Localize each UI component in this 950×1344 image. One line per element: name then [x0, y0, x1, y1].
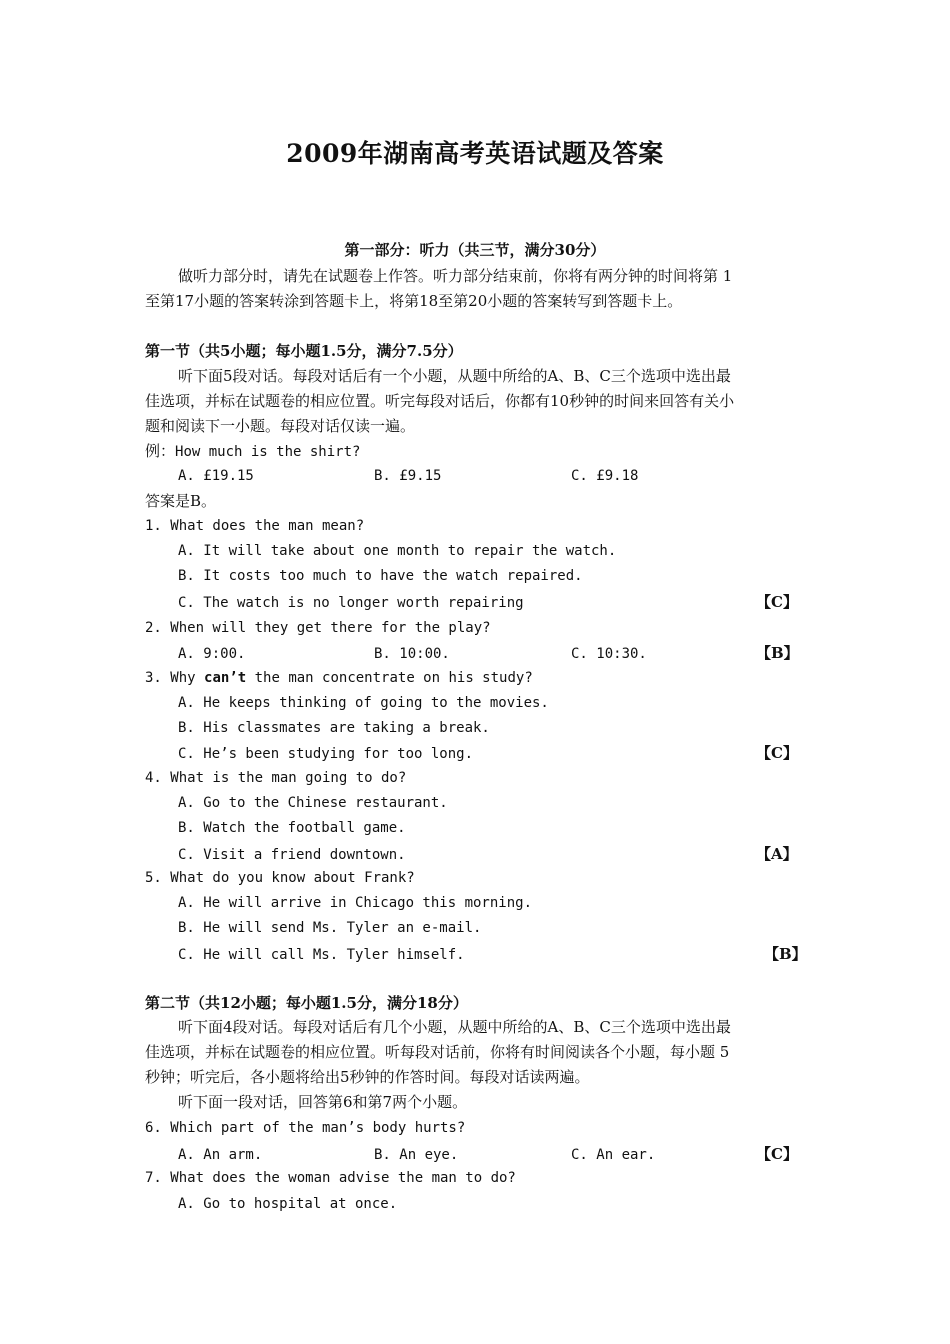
document-title: 2009年湖南高考英语试题及答案	[286, 139, 664, 168]
question-4: 4. What is the man going to do?	[145, 770, 407, 786]
question-7-option-a: A. Go to hospital at once.	[178, 1196, 398, 1212]
example-option-c: C. £9.18	[571, 468, 639, 484]
section2-line3: 秒钟；听完后，各小题将给出5秒钟的作答时间。每段对话读两遍。	[145, 1068, 590, 1086]
question-2-answer: 【B】	[756, 644, 799, 662]
question-1-option-c: C. The watch is no longer worth repairing	[178, 595, 524, 611]
question-4-option-b: B. Watch the football game.	[178, 820, 406, 836]
question-3-answer: 【C】	[756, 744, 798, 762]
example-option-a: A. £19.15	[178, 468, 254, 484]
question-6-option-a: A. An arm.	[178, 1147, 263, 1163]
question-2: 2. When will they get there for the play?	[145, 620, 491, 636]
question-5-option-b: B. He will send Ms. Tyler an e-mail.	[178, 920, 482, 936]
question-5-option-a: A. He will arrive in Chicago this morning.	[178, 895, 533, 911]
question-3-pre: 3. Why	[145, 670, 205, 686]
example-question	[145, 441, 810, 462]
question-4-option-a: A. Go to the Chinese restaurant.	[178, 795, 448, 811]
question-6: 6. Which part of the man’s body hurts?	[145, 1120, 466, 1136]
section1-line2: 佳选项，并标在试题卷的相应位置。听完每段对话后，你都有10秒钟的时间来回答有关小	[145, 392, 735, 410]
question-1-option-b: B. It costs too much to have the watch repaired.	[178, 568, 583, 584]
section2-heading: 第二节（共12小题；每小题1.5分，满分18分）	[145, 994, 468, 1012]
question-2-option-a: A. 9:00.	[178, 646, 246, 662]
part1-intro-line1: 做听力部分时，请先在试题卷上作答。听力部分结束前，你将有两分钟的时间将第 1	[178, 267, 733, 285]
question-5: 5. What do you know about Frank?	[145, 870, 415, 886]
question-6-answer: 【C】	[756, 1145, 798, 1163]
section2-line1: 听下面4段对话。每段对话后有几个小题，从题中所给的A、B、C三个选项中选出最	[178, 1018, 731, 1036]
question-3-bold: can’t	[204, 670, 247, 686]
part1-intro-line2: 至第17小题的答案转涂到答题卡上，将第18至第20小题的答案转写到答题卡上。	[145, 292, 683, 310]
part1-heading: 第一部分：听力（共三节，满分30分）	[344, 241, 606, 259]
section2-line4: 听下面一段对话，回答第6和第7两个小题。	[178, 1093, 468, 1111]
question-2-option-c: C. 10:30.	[571, 646, 647, 662]
question-5-answer: 【B】	[764, 945, 807, 963]
question-3-option-a: A. He keeps thinking of going to the movies.	[178, 695, 549, 711]
question-1-option-a: A. It will take about one month to repair the watch.	[178, 543, 617, 559]
section2-line2: 佳选项，并标在试题卷的相应位置。听每段对话前，你将有时间阅读各个小题，每小题 5	[145, 1043, 730, 1061]
question-6-option-b: B. An eye.	[374, 1147, 459, 1163]
question-1-answer: 【C】	[756, 593, 798, 611]
question-3-post: the man concentrate on his study?	[246, 670, 533, 686]
example-answer: 答案是B。	[145, 492, 217, 510]
example-question-text: How much is the shirt?	[175, 444, 361, 460]
question-5-option-c: C. He will call Ms. Tyler himself.	[178, 947, 465, 963]
section1-line3: 题和阅读下一小题。每段对话仅读一遍。	[145, 417, 416, 435]
question-3-option-b: B. His classmates are taking a break.	[178, 720, 490, 736]
section1-heading: 第一节（共5小题；每小题1.5分，满分7.5分）	[145, 342, 463, 360]
question-4-answer: 【A】	[756, 845, 798, 863]
question-1: 1. What does the man mean?	[145, 518, 365, 534]
question-7: 7. What does the woman advise the man to do?	[145, 1170, 516, 1186]
question-2-option-b: B. 10:00.	[374, 646, 450, 662]
question-3	[145, 668, 533, 688]
question-6-option-c: C. An ear.	[571, 1147, 656, 1163]
question-4-option-c: C. Visit a friend downtown.	[178, 847, 406, 863]
section1-line1: 听下面5段对话。每段对话后有一个小题，从题中所给的A、B、C三个选项中选出最	[178, 367, 731, 385]
example-prefix: 例：	[145, 442, 176, 460]
question-3-option-c: C. He’s been studying for too long.	[178, 746, 474, 762]
example-option-b: B. £9.15	[374, 468, 442, 484]
